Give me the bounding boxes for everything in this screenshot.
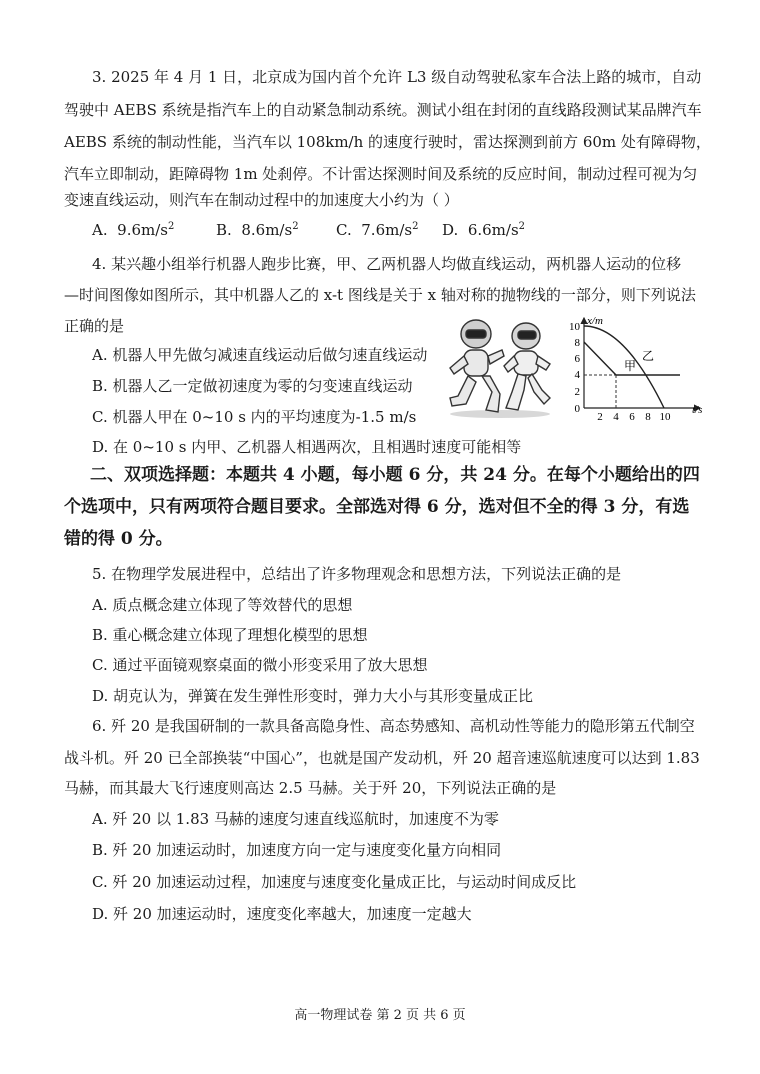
x-tick: 10	[659, 411, 671, 423]
label-yi: 乙	[642, 349, 655, 363]
q3-option-a: A. $9.6m/s^2$	[92, 221, 175, 239]
page-footer: 高一物理试卷 第 2 页 共 6 页	[294, 1008, 466, 1023]
q5-option-c: C. 通过平面镜观察桌面的微小形变采用了放大思想	[92, 656, 428, 674]
y-tick: 8	[574, 337, 580, 349]
x-tick: 2	[597, 411, 603, 423]
q3-line-4: 汽车立即制动，距障碍物 1m 处刹停。不计雷达探测时间及系统的反应时间，制动过程可视为匀	[64, 165, 698, 183]
y-tick: 10	[569, 321, 580, 333]
q4-option-d: D. 在 0~10 s 内甲、乙机器人相遇两次，且相遇时速度可能相等	[92, 438, 522, 456]
y-tick: 4	[574, 369, 580, 381]
q5-option-b: B. 重心概念建立体现了理想化模型的思想	[92, 626, 368, 644]
q6-option-a: A. 歼 20 以 1.83 马赫的速度匀速直线巡航时，加速度不为零	[92, 810, 499, 828]
q3-option-b: B. $8.6m/s^2$	[216, 221, 299, 239]
robot-left	[450, 320, 504, 412]
label-jia: 甲	[624, 359, 637, 373]
running-robots-image	[446, 316, 554, 420]
q4-option-c: C. 机器人甲在 0~10 s 内的平均速度为-1.5 m/s	[92, 408, 417, 426]
q6-option-d: D. 歼 20 加速运动时，速度变化率越大，加速度一定越大	[92, 905, 472, 923]
q3-option-d: D. $6.6m/s^2$	[442, 221, 526, 239]
q3-option-c: C. $7.6m/s^2$	[336, 221, 419, 239]
y-tick: 6	[574, 353, 580, 365]
x-tick: 6	[629, 411, 635, 423]
xt-graph	[562, 312, 710, 424]
q6-line-3: 马赫，而其最大飞行速度则高达 2.5 马赫。关于歼 20，下列说法正确的是	[64, 779, 557, 797]
q4-line-2: —时间图像如图所示，其中机器人乙的 x-t 图线是关于 x 轴对称的抛物线的一部分，则下列说法	[64, 286, 696, 304]
q5-option-d: D. 胡克认为，弹簧在发生弹性形变时，弹力大小与其形变量成正比	[92, 687, 534, 705]
x-axis-label: t/s	[692, 404, 703, 416]
x-tick: 4	[613, 411, 619, 423]
section2-line-3: 错的得 0 分。	[64, 529, 173, 549]
x-tick: 8	[645, 411, 651, 423]
q6-option-c: C. 歼 20 加速运动过程，加速度与速度变化量成正比，与运动时间成反比	[92, 873, 577, 891]
q3-line-3: AEBS 系统的制动性能，当汽车以 108km/h 的速度行驶时，雷达探测到前方 60m 处有障碍物，	[64, 133, 711, 151]
q6-line-2: 战斗机。歼 20 已全部换装“中国心”，也就是国产发动机，歼 20 超音速巡航速度可以达到 1.83	[64, 749, 700, 767]
y-tick: 2	[574, 386, 580, 398]
q6-option-b: B. 歼 20 加速运动时，加速度方向一定与速度变化量方向相同	[92, 841, 502, 859]
q6-line-1: 6. 歼 20 是我国研制的一款具备高隐身性、高态势感知、高机动性等能力的隐形第五代制空	[92, 717, 695, 735]
q4-line-3: 正确的是	[64, 317, 125, 335]
y-tick: 0	[574, 403, 580, 415]
q5-stem: 5. 在物理学发展进程中，总结出了许多物理观念和思想方法，下列说法正确的是	[92, 565, 622, 583]
q4-option-b: B. 机器人乙一定做初速度为零的匀变速直线运动	[92, 377, 413, 395]
section2-line-1: 二、双项选择题：本题共 4 小题，每小题 6 分，共 24 分。在每个小题给出的四	[90, 465, 700, 485]
q3-line-5: 变速直线运动，则汽车在制动过程中的加速度大小约为（ ）	[64, 191, 459, 209]
q5-option-a: A. 质点概念建立体现了等效替代的思想	[92, 596, 353, 614]
q3-line-1: 3. 2025 年 4 月 1 日，北京成为国内首个允许 L3 级自动驾驶私家车合法上路的城市，自动	[92, 68, 702, 86]
section2-line-2: 个选项中，只有两项符合题目要求。全部选对得 6 分，选对但不全的得 3 分，有选	[64, 497, 690, 517]
y-axis-label: x/m	[587, 315, 603, 327]
q4-line-1: 4. 某兴趣小组举行机器人跑步比赛，甲、乙两机器人均做直线运动，两机器人运动的位移	[92, 255, 682, 273]
q4-option-a: A. 机器人甲先做匀减速直线运动后做匀速直线运动	[92, 346, 428, 364]
q3-line-2: 驾驶中 AEBS 系统是指汽车上的自动紧急制动系统。测试小组在封闭的直线路段测试某品牌汽车	[64, 101, 702, 119]
robot-right	[504, 323, 550, 410]
